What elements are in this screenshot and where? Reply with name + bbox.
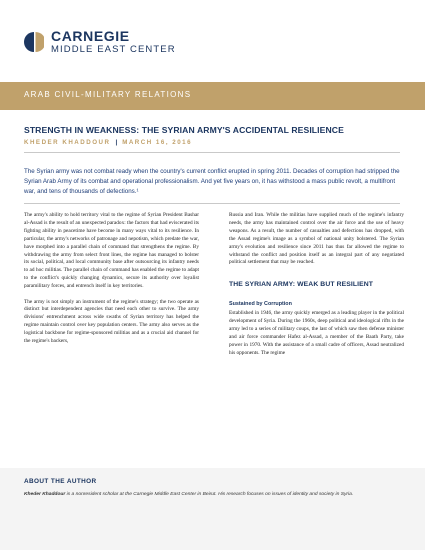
brand-name: CARNEGIE xyxy=(51,28,130,44)
divider xyxy=(24,152,400,153)
bio-text: is a nonresident scholar at the Carnegie Middle East Center in Beirut. His research focuses on issues of identity and society in Syria. xyxy=(65,492,354,497)
about-heading: ABOUT THE AUTHOR xyxy=(24,478,97,485)
byline xyxy=(24,139,192,146)
series-band xyxy=(0,82,425,110)
author-name: KHEDER KHADDOUR xyxy=(24,139,111,146)
about-author-box xyxy=(0,468,425,550)
body-paragraph: Russia and Iran. While the militias have supplied much of the regime's infantry needs, the army has maintained control over the air force and the use of heavy weapons. As a result, the number of casualties and defections has dropped, with the Assad regime's image as a symbol of national unity bolstered. The Syrian army's evolution and resilience since 2011 has thus far allowed the regime to withstand the conflict and position itself as an integral part of any negotiated political settlement that may be reached. xyxy=(229,212,404,266)
series-label: ARAB CIVIL-MILITARY RELATIONS xyxy=(24,90,192,99)
article-title: STRENGTH IN WEAKNESS: THE SYRIAN ARMY'S ACCIDENTAL RESILIENCE xyxy=(24,125,344,135)
body-paragraph: Established in 1946, the army quickly emerged as a leading player in the political development of Syria. During the 1960s, deep political and ideological rifts in the army led to a series of military coups, the last of which saw then defense minister and air force commander Hafez al-Assad, a member of the Baath Party, take power in 1970. With the assistance of a small cadre of officers, Assad neutralized his opponents. The regime xyxy=(229,310,404,356)
publish-date: MARCH 16, 2016 xyxy=(122,139,193,146)
bio-author-name: Kheder Khaddour xyxy=(24,492,66,497)
left-column xyxy=(24,212,199,354)
brand-center: MIDDLE EAST CENTER xyxy=(51,44,176,55)
carnegie-logo-icon xyxy=(24,32,44,52)
subsection-heading: Sustained by Corruption xyxy=(229,301,292,308)
body-paragraph: The army's ability to hold territory vital to the regime of Syrian President Bashar al-Assad is the result of an unexpected paradox: the factors that had eviscerated its fighting ability in peacetime have become in many ways vital to its resilience. In particular, the army's networks of patronage and nepotism, which predate the war, have morphed into a parallel chain of command that strengthens the regime. By withdrawing the army from select front lines, the regime has managed to bolster its social, political, and local community base after outsourcing its infantry needs to ad hoc militias. The parallel chain of command has enabled the regime to adapt to the conflict's quickly changing dynamics, secure its authority over loyalist paramilitary forces, and entrench itself in key territories. xyxy=(24,212,199,290)
right-column xyxy=(229,212,404,365)
divider xyxy=(24,203,400,204)
summary-paragraph: The Syrian army was not combat ready when the country's current conflict erupted in spring 2011. Decades of corruption had stripped the Syrian Arab Army of its combat and operational professionalism. And yet five years on, it has withstood a mass public revolt, a multifront war, and tens of thousands of defections.¹ xyxy=(24,168,400,195)
brand-wordmark xyxy=(51,29,176,56)
author-bio xyxy=(24,492,404,497)
byline-separator: | xyxy=(115,139,118,146)
body-paragraph: The army is not simply an instrument of the regime's strategy; the two operate as distinct but interdependent agencies that need each other to survive. The army divisions' entrenchment across wide swaths of Syrian territory has helped the regime maintain control over key population centers. The army also serves as the logistical backbone for regime-sponsored militias and as a crucial aid channel for the regime's backers, xyxy=(24,298,199,345)
section-heading: THE SYRIAN ARMY: WEAK BUT RESILIENT xyxy=(229,281,373,289)
